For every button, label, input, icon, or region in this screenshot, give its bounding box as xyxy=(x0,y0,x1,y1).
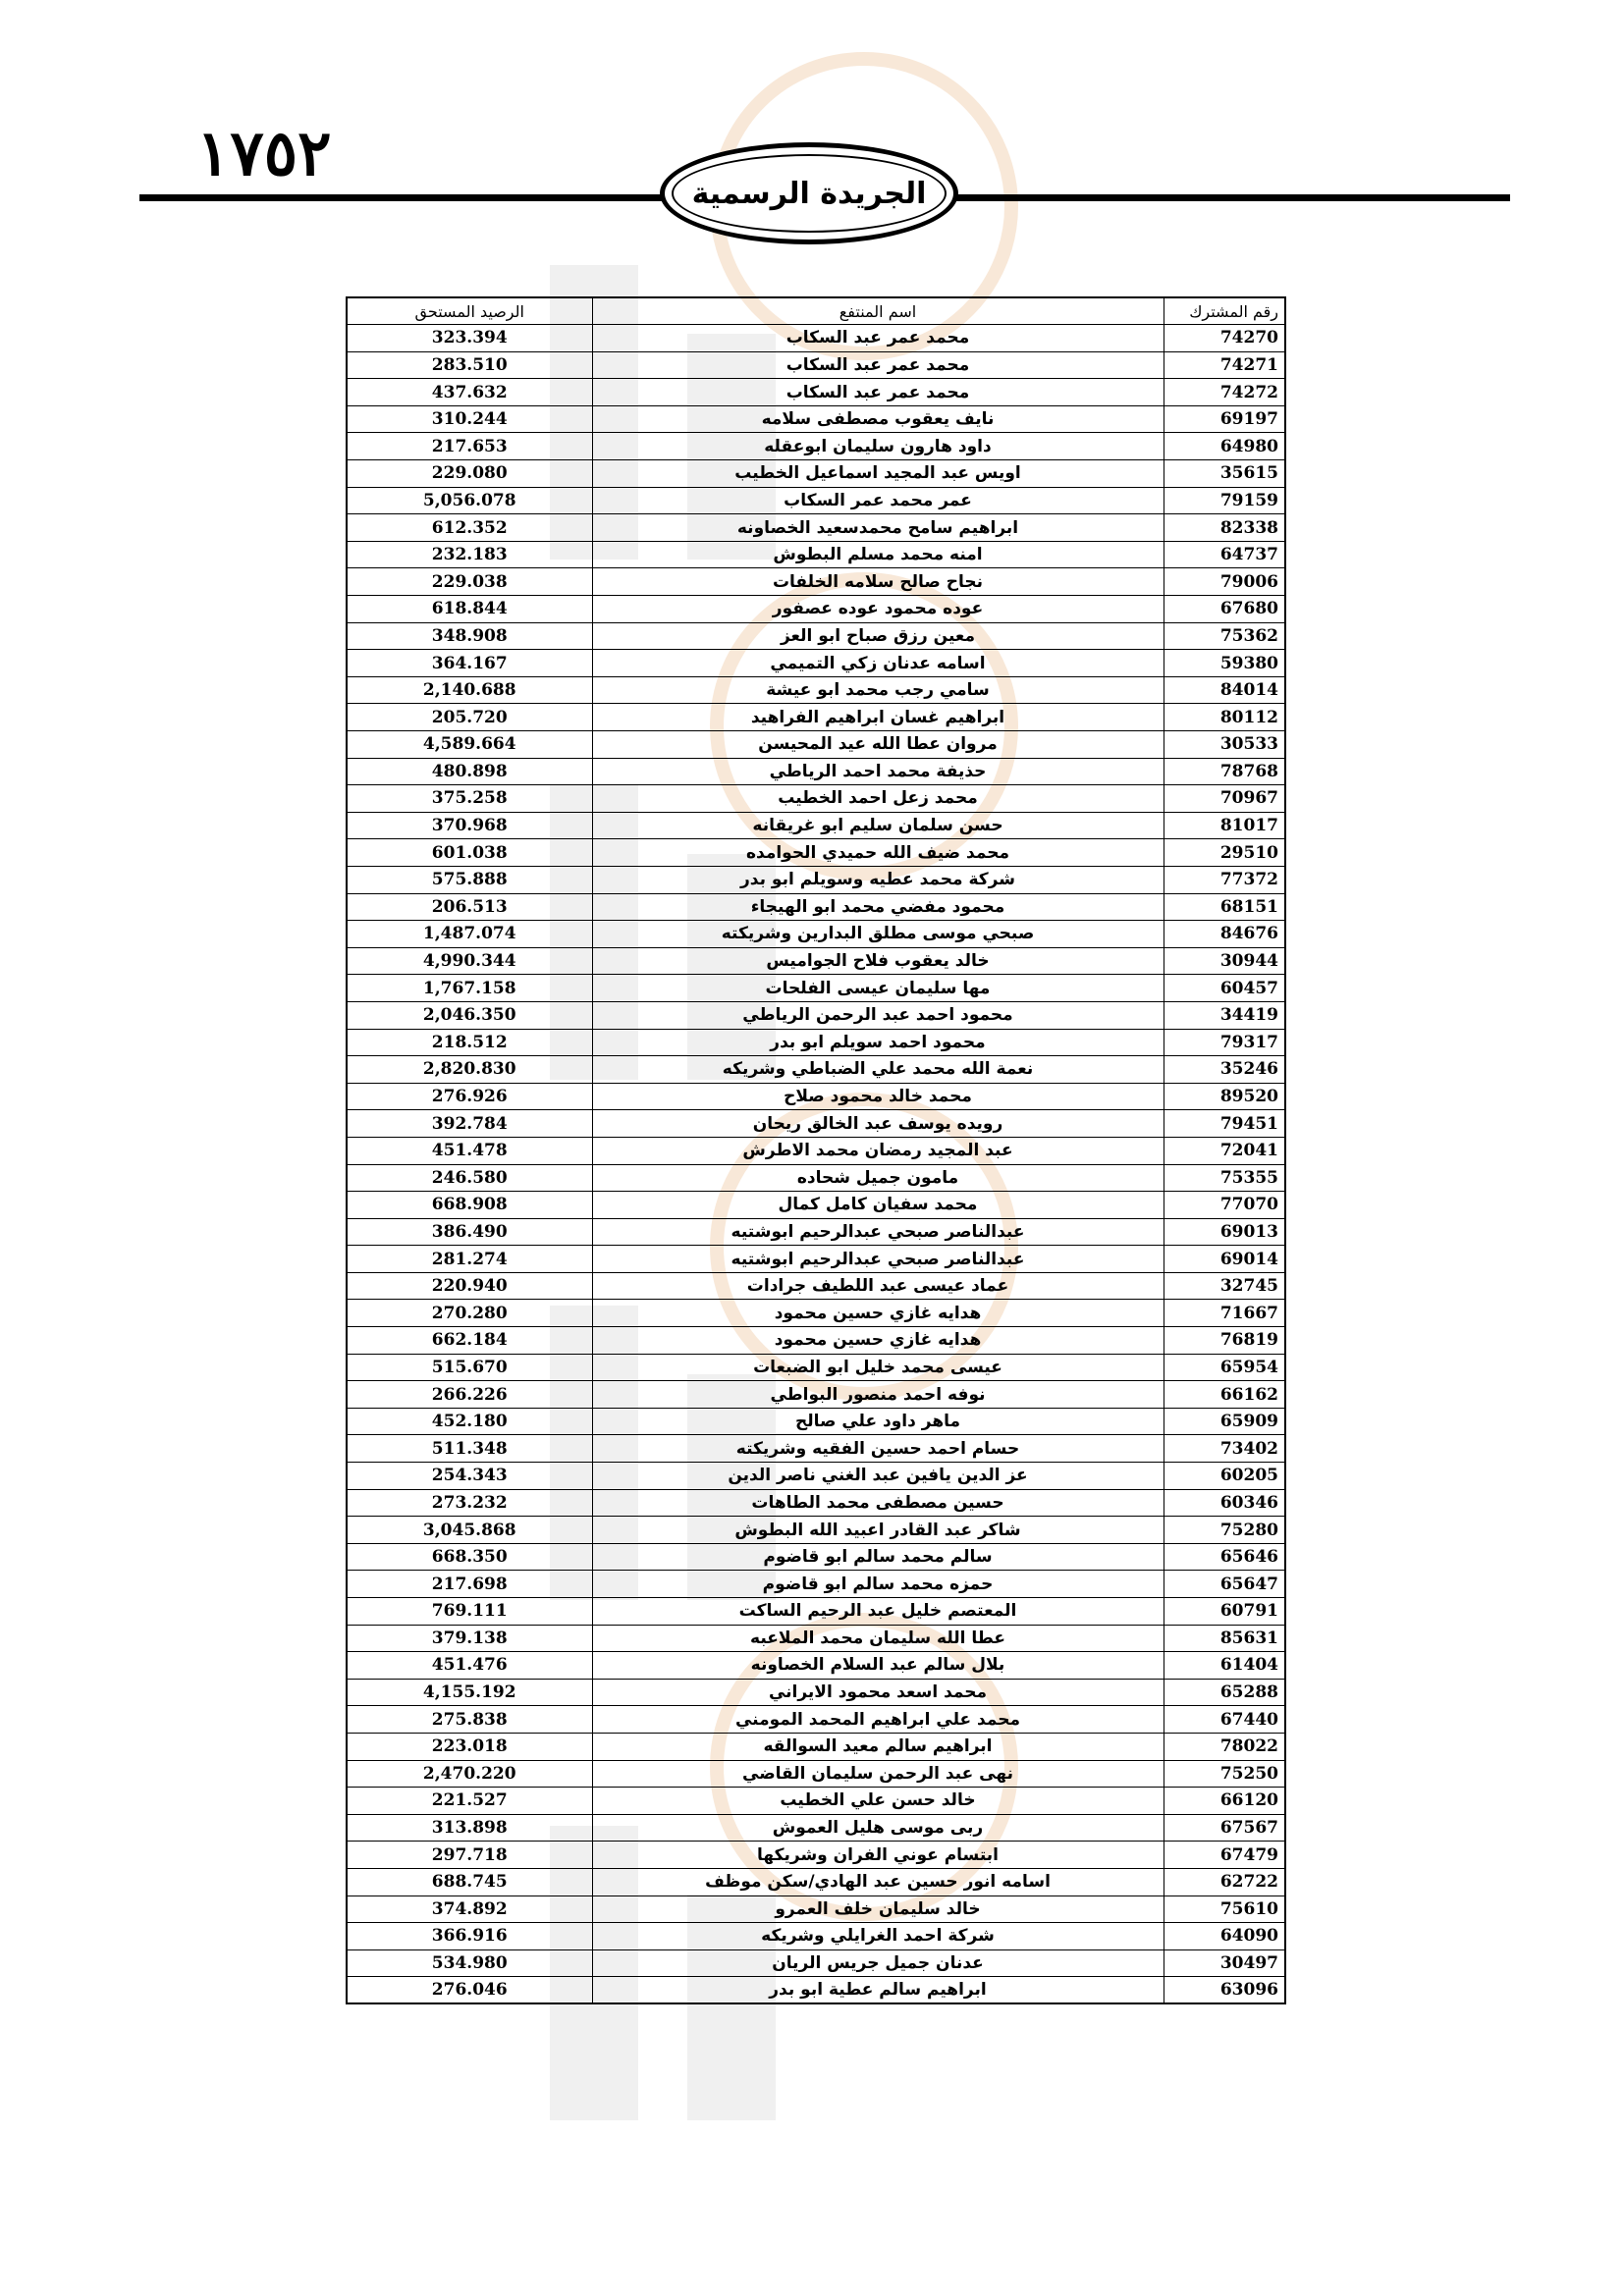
beneficiary-name-cell: داود هارون سليمان ابوعقله xyxy=(592,433,1164,460)
subscriber-number-cell: 70967 xyxy=(1164,785,1285,813)
balance-due-cell: 217.698 xyxy=(347,1571,592,1598)
balance-due-cell: 205.720 xyxy=(347,704,592,731)
beneficiary-name-cell: عماد عيسى عبد اللطيف جرادات xyxy=(592,1272,1164,1300)
table-row xyxy=(347,596,1285,623)
beneficiary-name-cell: حسام احمد حسين الفقيه وشريكته xyxy=(592,1435,1164,1463)
balance-due-cell: 4,990.344 xyxy=(347,947,592,975)
table-row xyxy=(347,1354,1285,1381)
table-row xyxy=(347,676,1285,704)
balance-due-cell: 769.111 xyxy=(347,1598,592,1626)
balance-due-cell: 668.350 xyxy=(347,1543,592,1571)
beneficiary-name-cell: عطا الله سليمان محمد الملاعبه xyxy=(592,1625,1164,1652)
beneficiary-name-cell: هدايه غازي حسين محمود xyxy=(592,1300,1164,1327)
subscriber-number-cell: 35615 xyxy=(1164,460,1285,488)
balance-due-cell: 662.184 xyxy=(347,1327,592,1355)
table-row xyxy=(347,514,1285,542)
balance-due-cell: 266.226 xyxy=(347,1381,592,1409)
beneficiary-name-cell: ابراهيم سامح محمدسعيد الخصاونه xyxy=(592,514,1164,542)
balance-due-cell: 323.394 xyxy=(347,325,592,352)
subscriber-number-cell: 79451 xyxy=(1164,1110,1285,1138)
subscriber-number-cell: 65646 xyxy=(1164,1543,1285,1571)
balance-due-cell: 5,056.078 xyxy=(347,487,592,514)
table-row xyxy=(347,1679,1285,1706)
beneficiary-name-cell: عيسى محمد خليل ابو الضبعات xyxy=(592,1354,1164,1381)
subscriber-number-cell: 84676 xyxy=(1164,921,1285,948)
beneficiary-name-cell: اسامه عدنان زكي التميمي xyxy=(592,650,1164,677)
balance-due-cell: 283.510 xyxy=(347,351,592,379)
table-row xyxy=(347,1896,1285,1923)
beneficiary-name-cell: عبدالناصر صبحي عبدالرحيم ابوشتيه xyxy=(592,1246,1164,1273)
table-row xyxy=(347,622,1285,650)
table-row xyxy=(347,1408,1285,1435)
table-row xyxy=(347,1218,1285,1246)
beneficiary-name-cell: حمزه محمد سالم ابو قاضوم xyxy=(592,1571,1164,1598)
subscriber-number-cell: 30497 xyxy=(1164,1949,1285,1977)
table-row xyxy=(347,1868,1285,1896)
subscriber-number-cell: 30533 xyxy=(1164,731,1285,759)
table-row xyxy=(347,1110,1285,1138)
subscriber-number-cell: 75362 xyxy=(1164,622,1285,650)
table-row xyxy=(347,1814,1285,1842)
balance-due-cell: 511.348 xyxy=(347,1435,592,1463)
beneficiary-name-cell: حذيفة محمد احمد الرياطي xyxy=(592,758,1164,785)
subscriber-number-cell: 64090 xyxy=(1164,1923,1285,1950)
beneficiary-name-cell: محمد سفيان كامل كمال xyxy=(592,1192,1164,1219)
subscriber-number-cell: 68151 xyxy=(1164,893,1285,921)
table-row xyxy=(347,460,1285,488)
beneficiary-name-cell: حسن سلمان سليم ابو غريقانه xyxy=(592,812,1164,839)
subscriber-number-cell: 64737 xyxy=(1164,541,1285,568)
balance-due-cell: 4,589.664 xyxy=(347,731,592,759)
beneficiary-name-cell: خالد يعقوب فلاح الجواميس xyxy=(592,947,1164,975)
table-row xyxy=(347,1625,1285,1652)
balance-due-cell: 618.844 xyxy=(347,596,592,623)
table-row xyxy=(347,839,1285,867)
balance-due-cell: 451.478 xyxy=(347,1137,592,1164)
beneficiary-name-cell: مروان عطا الله عيد المحيسن xyxy=(592,731,1164,759)
balance-due-cell: 276.046 xyxy=(347,1977,592,2004)
beneficiary-name-cell: ابتسام عوني الفران وشريكها xyxy=(592,1842,1164,1869)
balance-due-cell: 534.980 xyxy=(347,1949,592,1977)
beneficiary-name-cell: نجاح صالح سلامه الخلفات xyxy=(592,568,1164,596)
balance-due-cell: 348.908 xyxy=(347,622,592,650)
subscriber-number-cell: 73402 xyxy=(1164,1435,1285,1463)
balance-due-cell: 217.653 xyxy=(347,433,592,460)
subscriber-number-cell: 74272 xyxy=(1164,379,1285,406)
balance-due-cell: 612.352 xyxy=(347,514,592,542)
balance-due-cell: 220.940 xyxy=(347,1272,592,1300)
balance-due-cell: 370.968 xyxy=(347,812,592,839)
subscriber-number-cell: 72041 xyxy=(1164,1137,1285,1164)
subscriber-number-cell: 85631 xyxy=(1164,1625,1285,1652)
beneficiary-name-cell: ماهر داود علي صالح xyxy=(592,1408,1164,1435)
balance-due-cell: 281.274 xyxy=(347,1246,592,1273)
subscriber-number-cell: 69014 xyxy=(1164,1246,1285,1273)
balance-due-cell: 374.892 xyxy=(347,1896,592,1923)
table-row xyxy=(347,1760,1285,1788)
subscriber-number-cell: 81017 xyxy=(1164,812,1285,839)
beneficiary-name-cell: محمد ضيف الله حميدي الحوامده xyxy=(592,839,1164,867)
beneficiary-name-cell: ربى موسى هليل العموش xyxy=(592,1814,1164,1842)
balance-due-cell: 2,470.220 xyxy=(347,1760,592,1788)
balance-due-cell: 364.167 xyxy=(347,650,592,677)
subscriber-number-cell: 75610 xyxy=(1164,1896,1285,1923)
table-row xyxy=(347,947,1285,975)
table-row xyxy=(347,1543,1285,1571)
beneficiary-name-cell: شاكر عبد القادر اعبيد الله البطوش xyxy=(592,1517,1164,1544)
subscribers-table xyxy=(346,296,1286,2004)
balance-due-cell: 575.888 xyxy=(347,866,592,893)
subscriber-number-cell: 69197 xyxy=(1164,405,1285,433)
column-header-balance-due: الرصيد المستحق xyxy=(347,297,592,325)
balance-due-cell: 688.745 xyxy=(347,1868,592,1896)
balance-due-cell: 480.898 xyxy=(347,758,592,785)
subscriber-number-cell: 77070 xyxy=(1164,1192,1285,1219)
subscriber-number-cell: 82338 xyxy=(1164,514,1285,542)
beneficiary-name-cell: محمد علي ابراهيم المحمد المومني xyxy=(592,1706,1164,1734)
balance-due-cell: 379.138 xyxy=(347,1625,592,1652)
balance-due-cell: 229.080 xyxy=(347,460,592,488)
beneficiary-name-cell: محمد عمر عبد السكاب xyxy=(592,379,1164,406)
beneficiary-name-cell: مها سليمان عيسى الفلحات xyxy=(592,975,1164,1002)
subscriber-number-cell: 80112 xyxy=(1164,704,1285,731)
subscriber-number-cell: 75250 xyxy=(1164,1760,1285,1788)
table-row xyxy=(347,1435,1285,1463)
table-row xyxy=(347,758,1285,785)
beneficiary-name-cell: صبحي موسى مطلق البدارين وشريكته xyxy=(592,921,1164,948)
table-row xyxy=(347,1272,1285,1300)
balance-due-cell: 206.513 xyxy=(347,893,592,921)
table-row xyxy=(347,1571,1285,1598)
table-row xyxy=(347,1029,1285,1056)
beneficiary-name-cell: محمد عمر عبد السكاب xyxy=(592,325,1164,352)
subscriber-number-cell: 78022 xyxy=(1164,1733,1285,1760)
table-row xyxy=(347,1164,1285,1192)
beneficiary-name-cell: محمد اسعد محمود الايراني xyxy=(592,1679,1164,1706)
subscriber-number-cell: 84014 xyxy=(1164,676,1285,704)
beneficiary-name-cell: ابراهيم غسان ابراهيم الفراهيد xyxy=(592,704,1164,731)
subscriber-number-cell: 67440 xyxy=(1164,1706,1285,1734)
beneficiary-name-cell: اويس عبد المجيد اسماعيل الخطيب xyxy=(592,460,1164,488)
table-row xyxy=(347,1192,1285,1219)
balance-due-cell: 254.343 xyxy=(347,1463,592,1490)
table-row xyxy=(347,1949,1285,1977)
beneficiary-name-cell: المعتصم خليل عبد الرحيم الساكت xyxy=(592,1598,1164,1626)
balance-due-cell: 366.916 xyxy=(347,1923,592,1950)
table-row xyxy=(347,1652,1285,1680)
balance-due-cell: 4,155.192 xyxy=(347,1679,592,1706)
subscriber-number-cell: 69013 xyxy=(1164,1218,1285,1246)
subscriber-number-cell: 62722 xyxy=(1164,1868,1285,1896)
beneficiary-name-cell: شركة محمد عطيه وسويلم ابو بدر xyxy=(592,866,1164,893)
table-row xyxy=(347,1517,1285,1544)
subscriber-number-cell: 60791 xyxy=(1164,1598,1285,1626)
beneficiary-name-cell: محمد عمر عبد السكاب xyxy=(592,351,1164,379)
table-row xyxy=(347,975,1285,1002)
table-row xyxy=(347,351,1285,379)
balance-due-cell: 223.018 xyxy=(347,1733,592,1760)
balance-due-cell: 452.180 xyxy=(347,1408,592,1435)
subscriber-number-cell: 75280 xyxy=(1164,1517,1285,1544)
table-row xyxy=(347,704,1285,731)
table-row xyxy=(347,1598,1285,1626)
beneficiary-name-cell: عدنان جميل جريس الريان xyxy=(592,1949,1164,1977)
balance-due-cell: 2,046.350 xyxy=(347,1001,592,1029)
subscriber-number-cell: 66162 xyxy=(1164,1381,1285,1409)
table-row xyxy=(347,1327,1285,1355)
table-row xyxy=(347,866,1285,893)
gazette-masthead xyxy=(660,142,958,244)
table-row xyxy=(347,785,1285,813)
column-header-subscriber-number: رقم المشترك xyxy=(1164,297,1285,325)
subscriber-number-cell: 67479 xyxy=(1164,1842,1285,1869)
table-row xyxy=(347,487,1285,514)
table-row xyxy=(347,1489,1285,1517)
table-row xyxy=(347,1246,1285,1273)
subscriber-number-cell: 64980 xyxy=(1164,433,1285,460)
subscriber-number-cell: 74270 xyxy=(1164,325,1285,352)
beneficiary-name-cell: نوفه احمد منصور البواطي xyxy=(592,1381,1164,1409)
balance-due-cell: 276.926 xyxy=(347,1083,592,1110)
beneficiary-name-cell: محمود احمد سويلم ابو بدر xyxy=(592,1029,1164,1056)
beneficiary-name-cell: محمد زعل احمد الخطيب xyxy=(592,785,1164,813)
balance-due-cell: 310.244 xyxy=(347,405,592,433)
beneficiary-name-cell: خالد سليمان خلف العمرو xyxy=(592,1896,1164,1923)
beneficiary-name-cell: عز الدين يافين عبد الغني ناصر الدين xyxy=(592,1463,1164,1490)
table-row xyxy=(347,1463,1285,1490)
subscriber-number-cell: 60346 xyxy=(1164,1489,1285,1517)
beneficiary-name-cell: سالم محمد سالم ابو قاضوم xyxy=(592,1543,1164,1571)
table-row xyxy=(347,405,1285,433)
beneficiary-name-cell: نعمة الله محمد علي الضباطي وشريكه xyxy=(592,1056,1164,1084)
balance-due-cell: 246.580 xyxy=(347,1164,592,1192)
table-row xyxy=(347,812,1285,839)
subscriber-number-cell: 30944 xyxy=(1164,947,1285,975)
balance-due-cell: 232.183 xyxy=(347,541,592,568)
subscriber-number-cell: 60457 xyxy=(1164,975,1285,1002)
beneficiary-name-cell: امنه محمد مسلم البطوش xyxy=(592,541,1164,568)
table-row xyxy=(347,568,1285,596)
balance-due-cell: 1,767.158 xyxy=(347,975,592,1002)
subscriber-number-cell: 74271 xyxy=(1164,351,1285,379)
table-row xyxy=(347,1300,1285,1327)
table-row xyxy=(347,1706,1285,1734)
balance-due-cell: 515.670 xyxy=(347,1354,592,1381)
table-row xyxy=(347,731,1285,759)
balance-due-cell: 375.258 xyxy=(347,785,592,813)
balance-due-cell: 218.512 xyxy=(347,1029,592,1056)
balance-due-cell: 437.632 xyxy=(347,379,592,406)
subscriber-number-cell: 67567 xyxy=(1164,1814,1285,1842)
subscriber-number-cell: 71667 xyxy=(1164,1300,1285,1327)
balance-due-cell: 229.038 xyxy=(347,568,592,596)
balance-due-cell: 601.038 xyxy=(347,839,592,867)
subscriber-number-cell: 78768 xyxy=(1164,758,1285,785)
balance-due-cell: 386.490 xyxy=(347,1218,592,1246)
subscriber-number-cell: 75355 xyxy=(1164,1164,1285,1192)
beneficiary-name-cell: عبد المجيد رمضان محمد الاطرش xyxy=(592,1137,1164,1164)
subscriber-number-cell: 79317 xyxy=(1164,1029,1285,1056)
balance-due-cell: 1,487.074 xyxy=(347,921,592,948)
balance-due-cell: 668.908 xyxy=(347,1192,592,1219)
beneficiary-name-cell: نهى عبد الرحمن سليمان القاضي xyxy=(592,1760,1164,1788)
beneficiary-name-cell: رويده يوسف عبد الخالق ريحان xyxy=(592,1110,1164,1138)
table-row xyxy=(347,1056,1285,1084)
beneficiary-name-cell: مامون جميل شحاده xyxy=(592,1164,1164,1192)
table-row xyxy=(347,1977,1285,2004)
balance-due-cell: 275.838 xyxy=(347,1706,592,1734)
beneficiary-name-cell: خالد حسن علي الخطيب xyxy=(592,1788,1164,1815)
table-row xyxy=(347,1842,1285,1869)
table-row xyxy=(347,379,1285,406)
subscriber-number-cell: 32745 xyxy=(1164,1272,1285,1300)
page-number: ١٧٥٢ xyxy=(196,117,332,190)
beneficiary-name-cell: سامي رجب محمد ابو عيشة xyxy=(592,676,1164,704)
table-row xyxy=(347,1137,1285,1164)
beneficiary-name-cell: محمد خالد محمود صلاح xyxy=(592,1083,1164,1110)
balance-due-cell: 392.784 xyxy=(347,1110,592,1138)
balance-due-cell: 3,045.868 xyxy=(347,1517,592,1544)
subscriber-number-cell: 79159 xyxy=(1164,487,1285,514)
table-row xyxy=(347,325,1285,352)
column-header-beneficiary-name: اسم المنتفع xyxy=(592,297,1164,325)
subscriber-number-cell: 89520 xyxy=(1164,1083,1285,1110)
table-row xyxy=(347,1923,1285,1950)
subscriber-number-cell: 65954 xyxy=(1164,1354,1285,1381)
beneficiary-name-cell: عبدالناصر صبحي عبدالرحيم ابوشتيه xyxy=(592,1218,1164,1246)
subscriber-number-cell: 34419 xyxy=(1164,1001,1285,1029)
beneficiary-name-cell: شركة احمد الغرايلي وشريكه xyxy=(592,1923,1164,1950)
beneficiary-name-cell: ابراهيم سالم عطية ابو بدر xyxy=(592,1977,1164,2004)
table-row xyxy=(347,1788,1285,1815)
beneficiary-name-cell: حسين مصطفى محمد الطاهات xyxy=(592,1489,1164,1517)
subscriber-number-cell: 76819 xyxy=(1164,1327,1285,1355)
subscriber-number-cell: 65909 xyxy=(1164,1408,1285,1435)
subscriber-number-cell: 60205 xyxy=(1164,1463,1285,1490)
table-header-row xyxy=(347,297,1285,325)
table-row xyxy=(347,541,1285,568)
balance-due-cell: 270.280 xyxy=(347,1300,592,1327)
balance-due-cell: 297.718 xyxy=(347,1842,592,1869)
subscriber-number-cell: 65288 xyxy=(1164,1679,1285,1706)
table-row xyxy=(347,921,1285,948)
beneficiary-name-cell: معين رزق صباح ابو العز xyxy=(592,622,1164,650)
beneficiary-name-cell: ابراهيم سالم معيد السوالقه xyxy=(592,1733,1164,1760)
table-row xyxy=(347,433,1285,460)
table-row xyxy=(347,893,1285,921)
beneficiary-name-cell: هدايه غازي حسين محمود xyxy=(592,1327,1164,1355)
table-row xyxy=(347,650,1285,677)
table-row xyxy=(347,1083,1285,1110)
subscriber-number-cell: 79006 xyxy=(1164,568,1285,596)
subscriber-number-cell: 63096 xyxy=(1164,1977,1285,2004)
subscriber-number-cell: 61404 xyxy=(1164,1652,1285,1680)
table-row xyxy=(347,1001,1285,1029)
balance-due-cell: 451.476 xyxy=(347,1652,592,1680)
beneficiary-name-cell: محمود مفضي محمد ابو الهيجاء xyxy=(592,893,1164,921)
gazette-title: الجريدة الرسمية xyxy=(691,176,927,211)
beneficiary-name-cell: بلال سالم عبد السلام الخصاونه xyxy=(592,1652,1164,1680)
balance-due-cell: 313.898 xyxy=(347,1814,592,1842)
balance-due-cell: 273.232 xyxy=(347,1489,592,1517)
beneficiary-name-cell: عمر محمد عمر السكاب xyxy=(592,487,1164,514)
table-row xyxy=(347,1381,1285,1409)
subscriber-number-cell: 35246 xyxy=(1164,1056,1285,1084)
subscriber-number-cell: 66120 xyxy=(1164,1788,1285,1815)
beneficiary-name-cell: عوده محمود عوده عصفور xyxy=(592,596,1164,623)
beneficiary-name-cell: اسامه انور حسين عبد الهادي/سكن موظف xyxy=(592,1868,1164,1896)
subscriber-number-cell: 77372 xyxy=(1164,866,1285,893)
beneficiary-name-cell: نايف يعقوب مصطفى سلامه xyxy=(592,405,1164,433)
balance-due-cell: 221.527 xyxy=(347,1788,592,1815)
table-row xyxy=(347,1733,1285,1760)
subscriber-number-cell: 59380 xyxy=(1164,650,1285,677)
beneficiary-name-cell: محمود احمد عبد الرحمن الرياطي xyxy=(592,1001,1164,1029)
balance-due-cell: 2,820.830 xyxy=(347,1056,592,1084)
balance-due-cell: 2,140.688 xyxy=(347,676,592,704)
subscriber-number-cell: 65647 xyxy=(1164,1571,1285,1598)
table-body xyxy=(347,325,1285,2004)
subscriber-number-cell: 67680 xyxy=(1164,596,1285,623)
subscriber-number-cell: 29510 xyxy=(1164,839,1285,867)
